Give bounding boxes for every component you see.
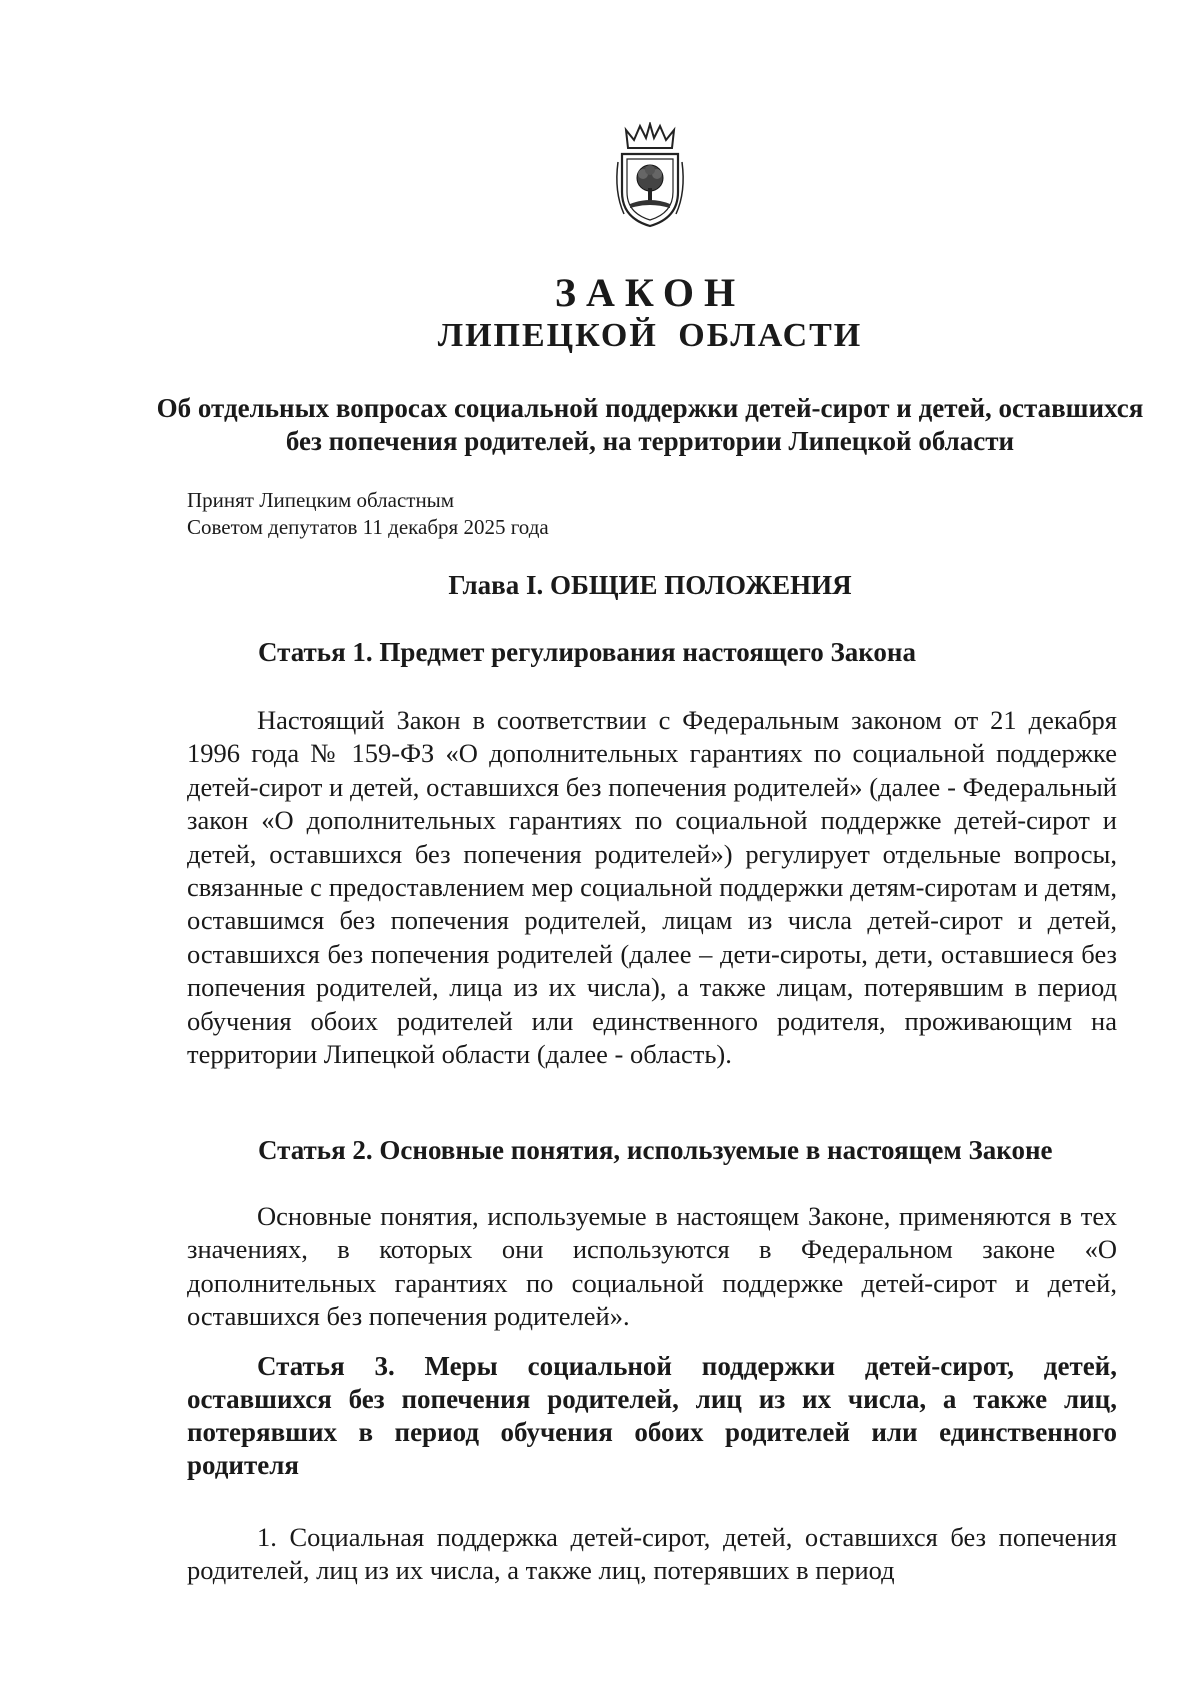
document-subtitle: ЛИПЕЦКОЙ ОБЛАСТИ [437, 317, 863, 354]
article-1-text: Настоящий Закон в соответствии с Федеральным законом от 21 декабря 1996 года № 159-ФЗ «О дополнительных гарантиях по социальной поддержке детей-сирот и детей, оставшихся без попечения родителей» (далее - Федеральный закон «О дополнительных гарантиях по социальной поддержке детей-сирот и детей, оставшихся без попечения родителей») регулирует отдельные вопросы, связанные с предоставлением мер социальной поддержки детям-сиротам и детям, оставшимся без попечения родителей, лицам из числа детей-сирот и детей, оставшихся без попечения родителей (далее – дети-сироты, дети, оставшиеся без попечения родителей, лица из их числа), а также лицам, потерявшим в период обучения обоих родителей или единственного родителя, проживающим на территории Липецкой области (далее - область). [187, 705, 1117, 1070]
document-title: ЗАКОН [554, 270, 746, 315]
article-2-heading: Статья 2. Основные понятия, используемые в настоящем Законе [258, 1135, 1053, 1165]
coat-of-arms-icon [612, 122, 688, 230]
adoption-line-2: Советом депутатов 11 декабря 2025 года [187, 515, 549, 539]
article-3-text: 1. Социальная поддержка детей-сирот, детей, оставшихся без попечения родителей, лиц из их числа, а также лиц, потерявших в период [187, 1522, 1117, 1586]
adoption-line-1: Принят Липецким областным [187, 488, 455, 512]
adoption-note [187, 487, 549, 541]
article-2-text: Основные понятия, используемые в настоящем Законе, применяются в тех значениях, в которых они используются в Федеральном законе «О дополнительных гарантиях по социальной поддержке детей-сирот и детей, оставшихся без попечения родителей». [187, 1201, 1117, 1332]
article-3-heading: Статья 3. Меры социальной поддержки детей-сирот, детей, оставшихся без попечения родителей, лиц из их числа, а также лиц, потерявших в период обучения обоих родителей или единственного родителя [187, 1351, 1117, 1480]
law-name: Об отдельных вопросах социальной поддержки детей-сирот и детей, оставшихся без попечения родителей, на территории Липецкой области [156, 393, 1144, 456]
article-1-heading: Статья 1. Предмет регулирования настоящего Закона [258, 637, 916, 667]
chapter-title: Глава I. ОБЩИЕ ПОЛОЖЕНИЯ [448, 570, 852, 600]
